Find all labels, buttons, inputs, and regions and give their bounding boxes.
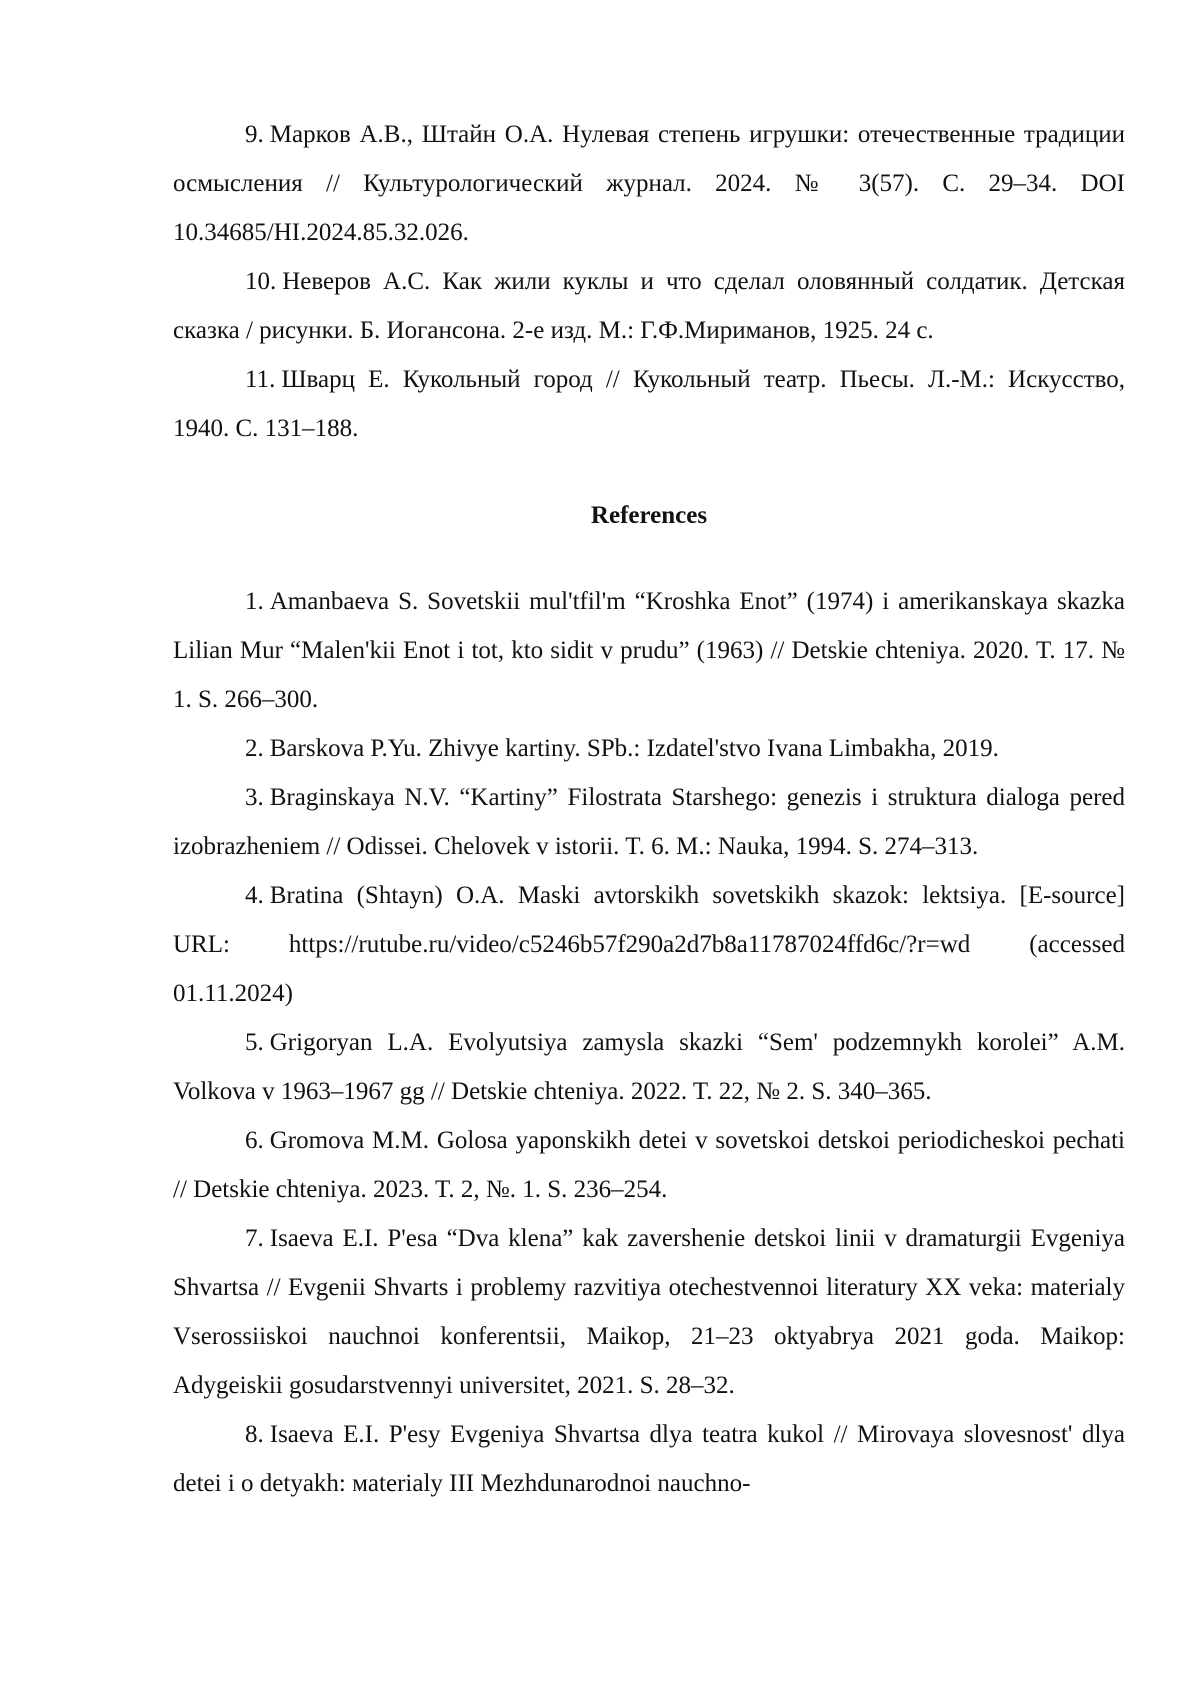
entry-number: 9. — [245, 121, 264, 148]
reference-entry-1 — [173, 577, 1125, 724]
entry-text: Марков А.В., Штайн О.А. Нулевая степень игрушки: отечественные традиции осмысления // Культурологический журнал. 2024. № 3(57). С. 29–34. DOI 10.34685/HI.2024.85.32.026. — [173, 121, 1125, 246]
entry-text: Неверов А.С. Как жили куклы и что сделал оловянный солдатик. Детская сказка / рисунки. Б. Иогансона. 2-е изд. М.: Г.Ф.Мириманов, 1925. 24 с. — [173, 268, 1125, 344]
entry-text: Bratina (Shtayn) O.A. Maski avtorskikh sovetskikh skazok: lektsiya. [E-source] URL: https://rutube.ru/video/c5246b57f290a2d7b8a11787024ffd6c/?r=wd (accessed 01.11.2024) — [173, 882, 1125, 1007]
entry-number: 4. — [245, 882, 264, 909]
page-content — [173, 110, 1125, 1508]
reference-entry-3 — [173, 773, 1125, 871]
entry-text: Amanbaeva S. Sovetskii mul'tfil'm “Kroshka Enot” (1974) i amerikanskaya skazka Lilian Mur “Malen'kii Enot i tot, kto sidit v prudu” (1963) // Detskie chteniya. 2020. T. 17. № 1. S. 266–300. — [173, 588, 1125, 713]
references-heading: References — [590, 502, 708, 529]
reference-entry-6 — [173, 1116, 1125, 1214]
entry-text: Barskova P.Yu. Zhivye kartiny. SPb.: Izdatel'stvo Ivana Limbakha, 2019. — [269, 735, 999, 762]
entry-text: Grigoryan L.A. Evolyutsiya zamysla skazki “Sem' podzemnykh korolei” A.M. Volkova v 1963–1967 gg // Detskie chteniya. 2022. T. 22, № 2. S. 340–365. — [173, 1029, 1125, 1105]
bibliography-entry-11 — [173, 355, 1125, 453]
entry-text: Gromova M.M. Golosa yaponskikh detei v sovetskoi detskoi periodicheskoi pechati // Detskie chteniya. 2023. T. 2, №. 1. S. 236–254. — [173, 1127, 1125, 1203]
entry-number: 2. — [245, 735, 264, 762]
reference-entry-8 — [173, 1410, 1125, 1508]
entry-number: 6. — [245, 1127, 264, 1154]
entry-number: 11. — [245, 366, 276, 393]
reference-entry-4 — [173, 871, 1125, 1018]
reference-entry-2 — [173, 724, 1125, 773]
reference-entry-5 — [173, 1018, 1125, 1116]
entry-number: 5. — [245, 1029, 264, 1056]
entry-text: Isaeva E.I. P'esa “Dva klena” kak zavershenie detskoi linii v dramaturgii Evgeniya Shvartsa // Evgenii Shvarts i problemy razvitiya otechestvennoi literatury XX veka: materialy Vserossiiskoi nauchnoi konferentsii, Maikop, 21–23 oktyabrya 2021 goda. Maikop: Adygeiskii gosudarstvennyi universitet, 2021. S. 28–32. — [173, 1225, 1125, 1399]
reference-entry-7 — [173, 1214, 1125, 1410]
entry-number: 3. — [245, 784, 264, 811]
bibliography-entry-10 — [173, 257, 1125, 355]
entry-text: Braginskaya N.V. “Kartiny” Filostrata Starshego: genezis i struktura dialoga pered izobrazheniem // Odissei. Chelovek v istorii. T. 6. M.: Nauka, 1994. S. 274–313. — [173, 784, 1125, 860]
entry-number: 7. — [245, 1225, 264, 1252]
entry-number: 1. — [245, 588, 264, 615]
entry-text: Isaeva E.I. P'esy Evgeniya Shvartsa dlya teatra kukol // Mirovaya slovesnost' dlya detei i o detyakh: мaterialy III Mezhdunarodnoi nauchno- — [173, 1421, 1125, 1497]
entry-number: 10. — [245, 268, 277, 295]
bibliography-entry-9 — [173, 110, 1125, 257]
entry-text: Шварц Е. Кукольный город // Кукольный театр. Пьесы. Л.-М.: Искусство, 1940. С. 131–188. — [173, 366, 1125, 442]
entry-number: 8. — [245, 1421, 264, 1448]
